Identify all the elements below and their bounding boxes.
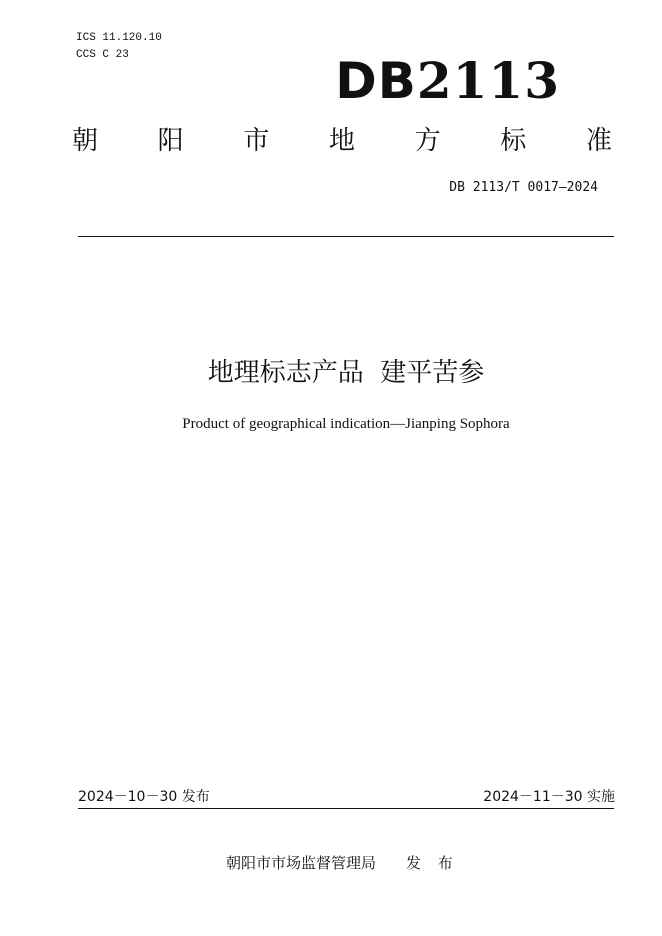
standard-code-prefix: DB [335, 52, 417, 110]
publish-action: 发 布 [406, 854, 459, 872]
standard-type-char: 地 [328, 126, 355, 156]
standard-type-char: 市 [243, 126, 270, 156]
standard-type-char: 阳 [157, 126, 184, 156]
standard-type-heading [72, 128, 612, 154]
standard-type-char: 准 [585, 126, 612, 156]
ccs-code: CCS C 23 [76, 49, 129, 61]
standard-code-number: 2113 [416, 51, 560, 110]
document-title-english: Product of geographical indication—Jianping Sophora [182, 416, 510, 432]
publisher-name: 朝阳市市场监督管理局 [226, 854, 377, 872]
standard-type-char: 朝 [72, 126, 99, 156]
ics-code: ICS 11.120.10 [76, 32, 162, 44]
issue-date: 2024－10－30 发布 [78, 789, 210, 805]
standard-type-char: 方 [414, 126, 441, 156]
publisher-line [226, 856, 459, 871]
bottom-divider [78, 808, 614, 809]
standard-type-char: 标 [500, 126, 527, 156]
standard-number: DB 2113/T 0017—2024 [449, 180, 598, 195]
document-title-chinese: 地理标志产品 建平苦参 [207, 358, 485, 388]
top-divider [78, 236, 614, 237]
implementation-date: 2024－11－30 实施 [483, 789, 615, 805]
